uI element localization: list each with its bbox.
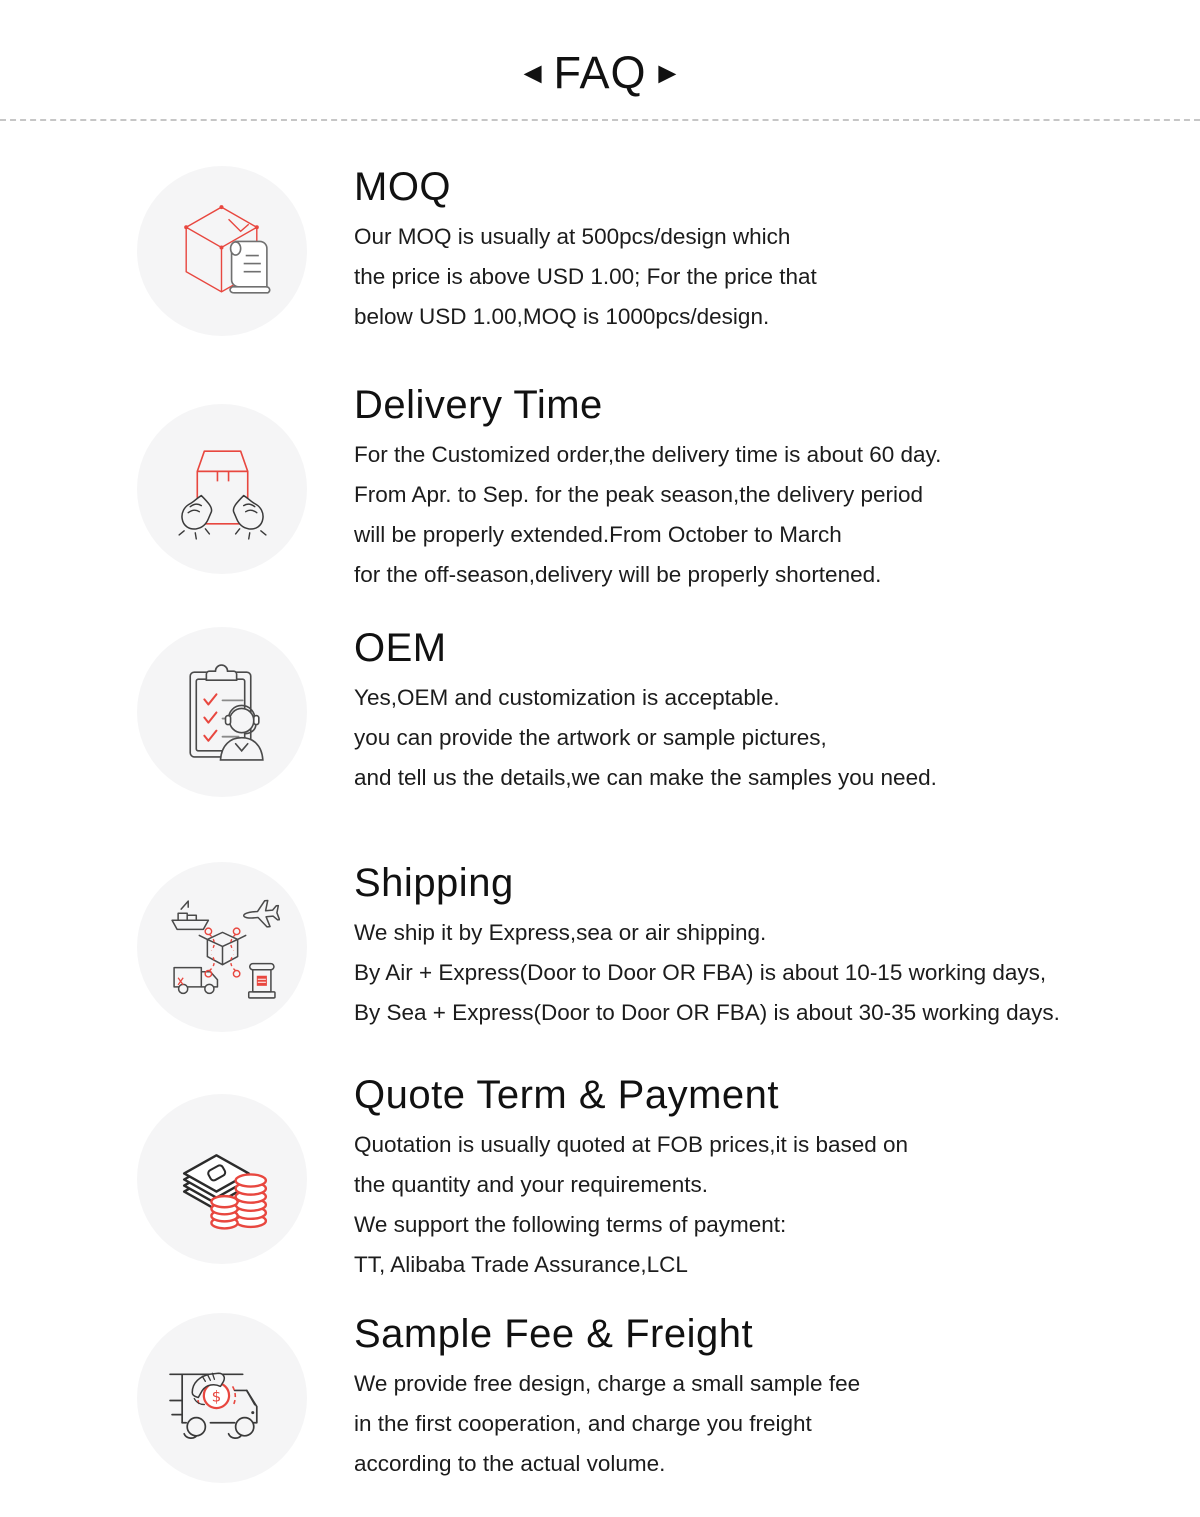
- faq-line: according to the actual volume.: [354, 1451, 666, 1476]
- oem-title: OEM: [354, 626, 447, 670]
- moq-icon-circle: [137, 166, 307, 336]
- faq-line: By Sea + Express(Door to Door OR FBA) is about 30-35 working days.: [354, 1000, 1060, 1025]
- faq-line: TT, Alibaba Trade Assurance,LCL: [354, 1252, 688, 1277]
- faq-section-delivery-time: [137, 383, 1200, 595]
- faq-line: By Air + Express(Door to Door OR FBA) is about 10-15 working days,: [354, 960, 1047, 985]
- faq-line: We ship it by Express,sea or air shipping.: [354, 920, 767, 945]
- hands-holding-box-icon: [164, 431, 280, 547]
- dollar-symbol: $: [211, 1387, 222, 1406]
- faq-line: We provide free design, charge a small sample fee: [354, 1371, 861, 1396]
- faq-line: below USD 1.00,MOQ is 1000pcs/design.: [354, 304, 770, 329]
- sample-fee-freight-title: Sample Fee & Freight: [354, 1312, 754, 1356]
- faq-line: For the Customized order,the delivery time is about 60 day.: [354, 442, 942, 467]
- payment-icon-circle: [137, 1094, 307, 1264]
- page-title: FAQ: [553, 47, 647, 98]
- faq-line: the price is above USD 1.00; For the price that: [354, 264, 817, 289]
- moq-title: MOQ: [354, 165, 452, 209]
- delivery-time-title: Delivery Time: [354, 383, 603, 427]
- right-triangle-icon: ►: [652, 56, 683, 90]
- shipping-icon-circle: [137, 862, 307, 1032]
- banknotes-coins-icon: [164, 1121, 280, 1237]
- delivery-icon-circle: [137, 404, 307, 574]
- faq-line: you can provide the artwork or sample pictures,: [354, 725, 827, 750]
- clipboard-support-icon: [164, 654, 280, 770]
- faq-line: the quantity and your requirements.: [354, 1172, 708, 1197]
- oem-icon-circle: [137, 627, 307, 797]
- faq-header: [0, 0, 1200, 98]
- faq-line: in the first cooperation, and charge you freight: [354, 1411, 812, 1436]
- faq-line: for the off-season,delivery will be properly shortened.: [354, 562, 882, 587]
- faq-line: Quotation is usually quoted at FOB prices,it is based on: [354, 1132, 909, 1157]
- faq-line: We support the following terms of payment:: [354, 1212, 787, 1237]
- sample-fee-icon-circle: [137, 1313, 307, 1483]
- quote-term-payment-title: Quote Term & Payment: [354, 1073, 779, 1117]
- faq-section-oem: [137, 626, 1200, 798]
- shipping-title: Shipping: [354, 861, 514, 905]
- faq-section-quote-term-payment: [137, 1073, 1200, 1285]
- faq-section-sample-fee-freight: [137, 1312, 1200, 1484]
- faq-line: will be properly extended.From October to March: [354, 522, 842, 547]
- faq-line: and tell us the details,we can make the samples you need.: [354, 765, 937, 790]
- logistics-network-icon: [164, 889, 280, 1005]
- faq-sections: [0, 121, 1200, 1484]
- faq-line: From Apr. to Sep. for the peak season,the delivery period: [354, 482, 924, 507]
- truck-coin-icon: [164, 1340, 280, 1456]
- left-triangle-icon: ◄: [517, 56, 548, 90]
- faq-section-shipping: [137, 861, 1200, 1033]
- faq-line: Yes,OEM and customization is acceptable.: [354, 685, 780, 710]
- faq-section-moq: [137, 165, 1200, 337]
- faq-line: Our MOQ is usually at 500pcs/design which: [354, 224, 791, 249]
- package-receipt-icon: [164, 193, 280, 309]
